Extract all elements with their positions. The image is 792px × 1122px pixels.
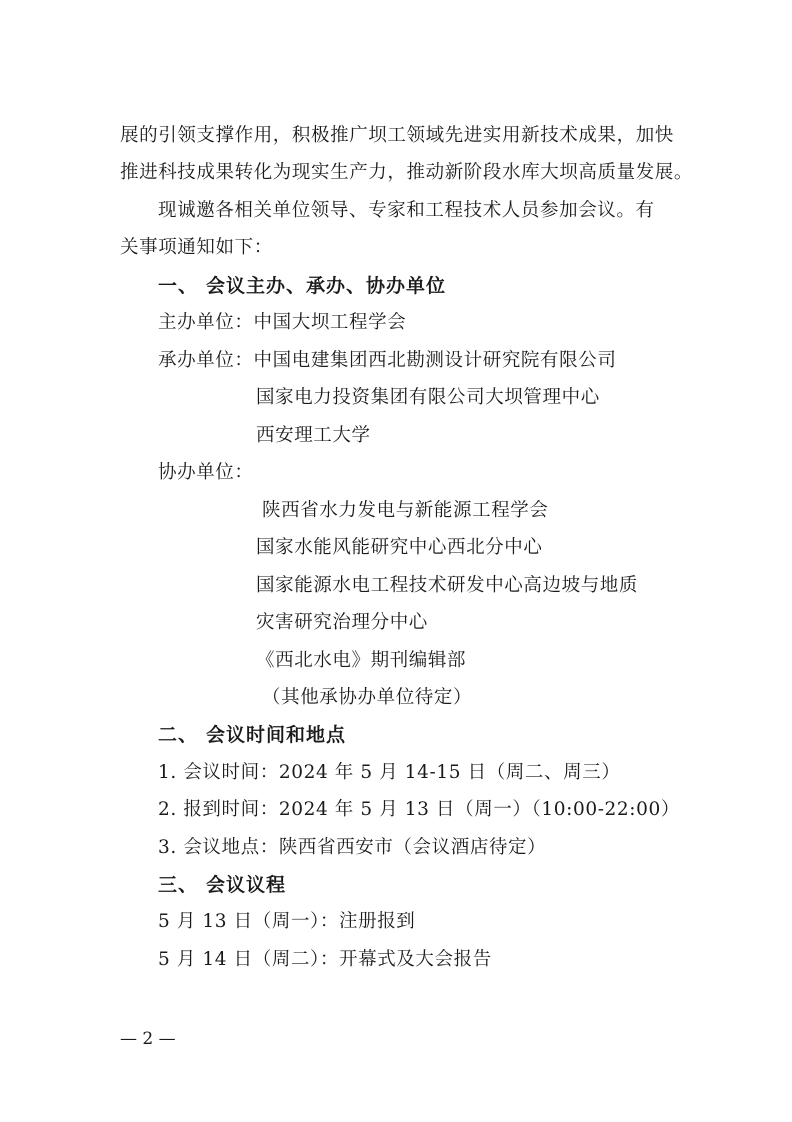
agenda-day-1: 5 月 13 日（周一）：注册报到 — [158, 911, 416, 932]
organizer-label: 承办单位： — [158, 350, 254, 371]
coorganizer-3: 国家能源水电工程技术研发中心高边坡与地质 — [256, 575, 639, 596]
organizer-3: 西安理工大学 — [256, 425, 371, 446]
section-1-number: 一、 — [158, 275, 199, 297]
organizer-1: 中国电建集团西北勘测设计研究院有限公司 — [253, 350, 617, 371]
page-number: — 2 — — [120, 1029, 176, 1049]
intro-line-2: 推进科技成果转化为现实生产力，推动新阶段水库大坝高质量发展。 — [120, 162, 694, 183]
host-label: 主办单位： — [158, 312, 254, 333]
intro-line-1: 展的引领支撑作用，积极推广坝工领域先进实用新技术成果，加快 — [120, 125, 674, 146]
organizer-row — [158, 349, 616, 373]
meeting-time: 1. 会议时间：2024 年 5 月 14-15 日（周二、周三） — [158, 762, 621, 783]
section-2-heading — [158, 723, 346, 747]
coorganizer-1: 陕西省水力发电与新能源工程学会 — [262, 500, 549, 521]
intro-line-4: 关事项通知如下： — [120, 237, 273, 258]
section-1-title: 会议主办、承办、协办单位 — [206, 275, 447, 297]
host-value: 中国大坝工程学会 — [253, 312, 407, 333]
coorganizer-2: 国家水能风能研究中心西北分中心 — [256, 537, 543, 558]
section-3-number: 三、 — [158, 874, 199, 896]
section-1-heading — [158, 274, 446, 298]
coorganizer-label: 协办单位： — [158, 462, 254, 483]
coorganizer-pending: （其他承协办单位待定） — [262, 687, 473, 708]
coorganizer-4: 《西北水电》期刊编辑部 — [256, 650, 467, 671]
section-3-heading — [158, 873, 286, 897]
section-2-number: 二、 — [158, 724, 199, 746]
coorganizer-3-cont: 灾害研究治理分中心 — [256, 612, 428, 633]
registration-time: 2. 报到时间：2024 年 5 月 13 日（周一）（10:00-22:00） — [158, 799, 680, 820]
host-row — [158, 311, 406, 335]
meeting-location: 3. 会议地点：陕西省西安市（会议酒店待定） — [158, 837, 547, 858]
agenda-day-2: 5 月 14 日（周二）：开幕式及大会报告 — [158, 949, 492, 970]
section-2-title: 会议时间和地点 — [206, 724, 347, 746]
intro-line-3: 现诚邀各相关单位领导、专家和工程技术人员参加会议。有 — [158, 200, 655, 221]
organizer-2: 国家电力投资集团有限公司大坝管理中心 — [256, 387, 600, 408]
section-3-title: 会议议程 — [206, 874, 287, 896]
